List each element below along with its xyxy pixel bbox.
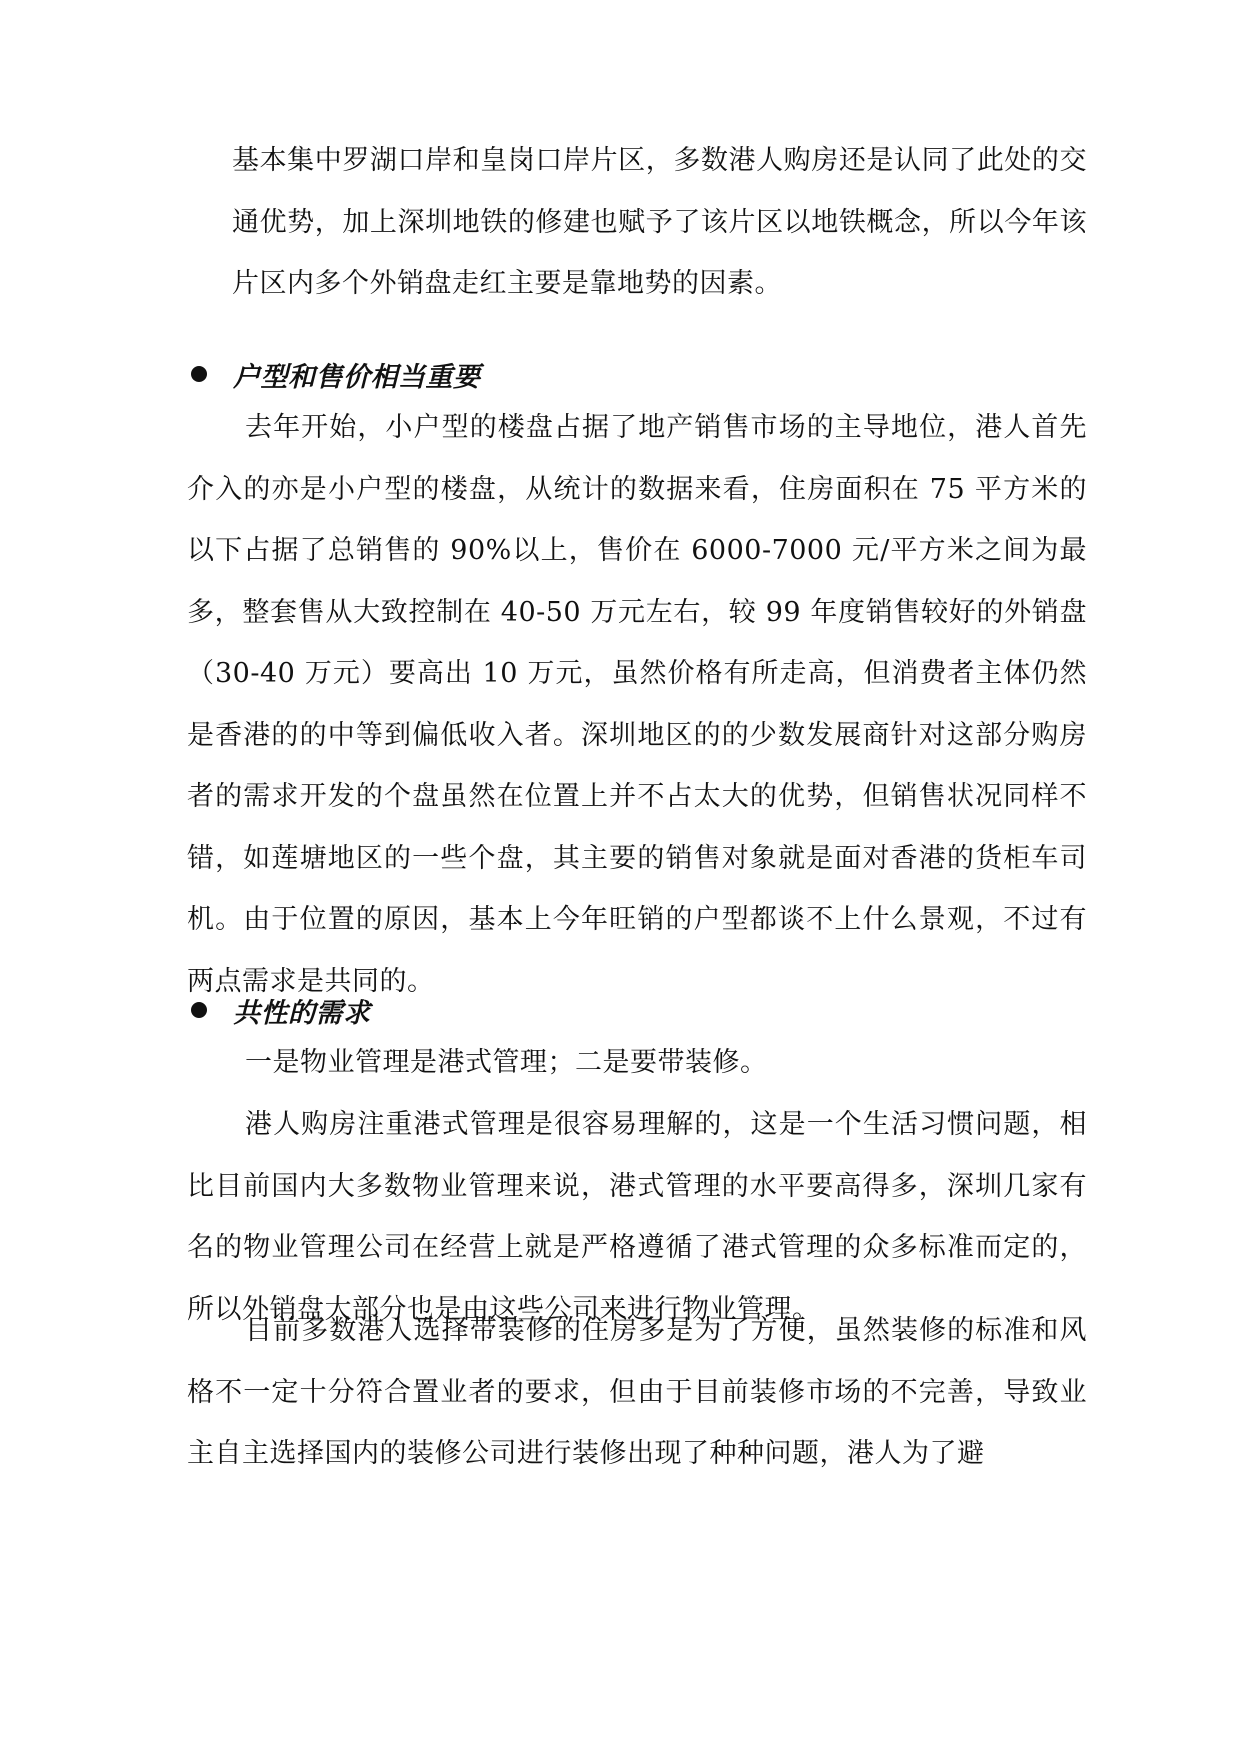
- intro-paragraph: 基本集中罗湖口岸和皇岗口岸片区，多数港人购房还是认同了此处的交通优势，加上深圳地铁的修建也赋予了该片区以地铁概念，所以今年该片区内多个外销盘走红主要是靠地势的因素。: [232, 145, 1087, 299]
- section2-paragraph-2: 港人购房注重港式管理是很容易理解的，这是一个生活习惯问题，相比目前国内大多数物业管理来说，港式管理的水平要高得多，深圳几家有名的物业管理公司在经营上就是严格遵循了港式管理的众多标准而定的，所以外销盘大部分也是由这些公司来进行物业管理。: [187, 1109, 1087, 1325]
- section-heading-text: 共性的需求: [233, 997, 371, 1029]
- section-heading-text: 户型和售价相当重要: [233, 361, 481, 393]
- section2-paragraph-3: 目前多数港人选择带装修的住房多是为了方便，虽然装修的标准和风格不一定十分符合置业者的要求，但由于目前装修市场的不完善，导致业主自主选择国内的装修公司进行装修出现了种种问题，港人为了避: [187, 1315, 1087, 1469]
- bullet-icon: [191, 366, 207, 382]
- section2-paragraph-1: 一是物业管理是港式管理；二是要带装修。: [245, 1047, 768, 1078]
- section-heading-common-needs: [187, 990, 1087, 1030]
- section-heading-layout-price: [187, 354, 1087, 394]
- section1-paragraph: 去年开始，小户型的楼盘占据了地产销售市场的主导地位，港人首先介入的亦是小户型的楼盘，从统计的数据来看，住房面积在 75 平方米的以下占据了总销售的 90%以上，售价在 6000-7000 元/平方米之间为最多，整套售从大致控制在 40-50 万元左右，较 99 年度销售较好的外销盘（30-40 万元）要高出 10 万元，虽然价格有所走高，但消费者主体仍然是香港的的中等到偏低收入者。深圳地区的的少数发展商针对这部分购房者的需求开发的个盘虽然在位置上并不占太大的优势，但销售状况同样不错，如莲塘地区的一些个盘，其主要的销售对象就是面对香港的货柜车司机。由于位置的原因，基本上今年旺销的户型都谈不上什么景观，不过有两点需求是共同的。: [187, 412, 1087, 997]
- bullet-icon: [191, 1002, 207, 1018]
